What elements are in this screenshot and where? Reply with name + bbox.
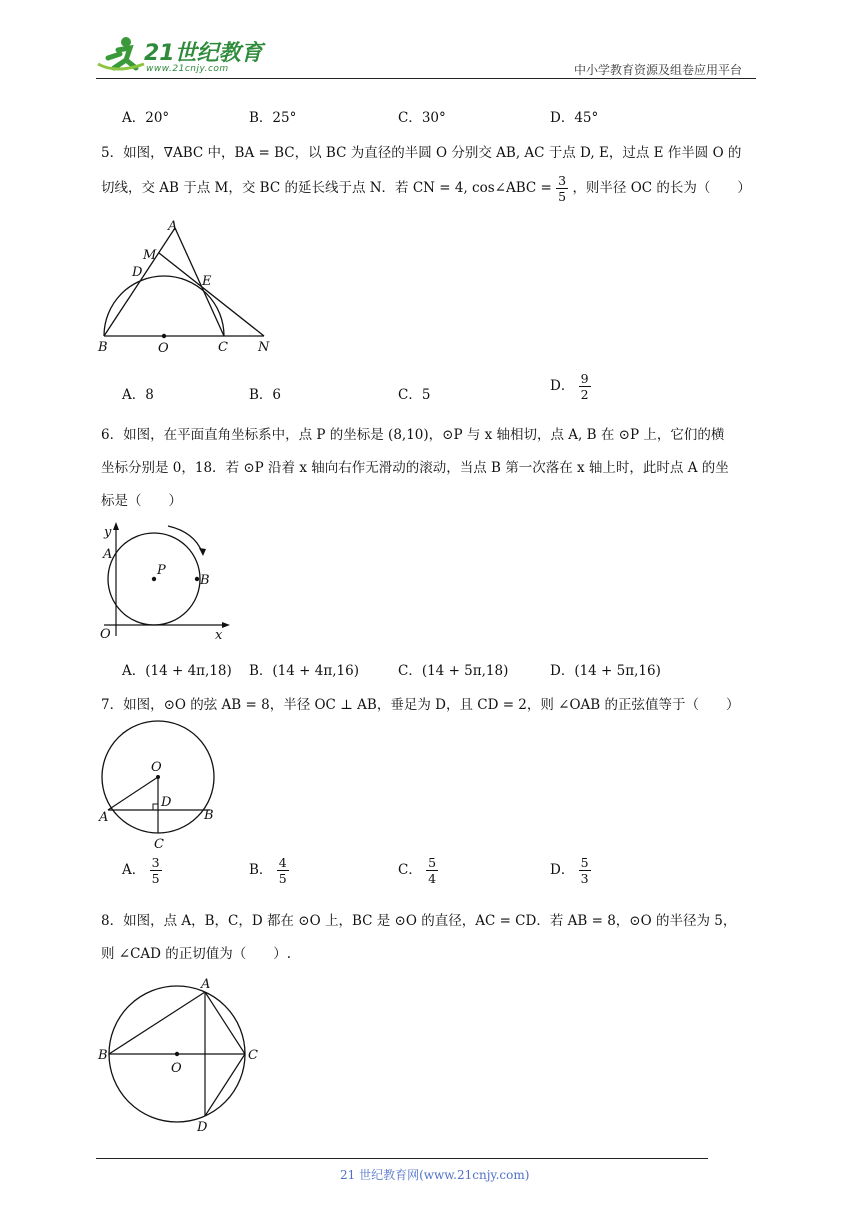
q5-line2-part-b: ，则半径 OC 的长为（ ）: [572, 180, 751, 197]
q6-label-P: P: [157, 563, 166, 578]
q6-label-A: A: [103, 547, 113, 562]
q8-question-line2: 则 ∠CAD 的正切值为（ ）.: [101, 946, 292, 962]
q5-label-O: O: [158, 341, 169, 356]
q6-option-b: B．(14 + 4π,16): [249, 663, 359, 679]
q5-option-c: C．5: [398, 387, 431, 403]
q8-label-A: A: [201, 977, 211, 992]
q6-question-line3: 标是（ ）: [101, 493, 182, 509]
q8-label-D: D: [197, 1120, 208, 1134]
q5-option-a: A．8: [122, 387, 154, 403]
q5-cos-denominator: 5: [558, 189, 567, 205]
q5-label-E: E: [202, 274, 212, 289]
q5-label-B: B: [98, 340, 108, 355]
footer-text: 21 世纪教育网(www.21cnjy.com): [340, 1168, 530, 1182]
q7-option-c-prefix: C．: [398, 862, 422, 879]
q5-cos-numerator: 3: [558, 173, 567, 188]
q7-option-a: [122, 856, 162, 885]
q5-option-d-denominator: 2: [580, 387, 589, 403]
q4-option-b: B．25°: [249, 110, 297, 126]
q5-question-line1: 5．如图，∇ABC 中，BA = BC，以 BC 为直径的半圆 O 分别交 AB, AC 于点 D, E，过点 E 作半圆 O 的: [101, 145, 742, 161]
q7-option-d-numerator: 5: [580, 855, 589, 870]
q5-option-b: B．6: [249, 387, 282, 403]
q7-option-b-fraction: [277, 856, 289, 885]
q8-label-C: C: [248, 1048, 258, 1063]
q7-option-c-numerator: 5: [428, 855, 437, 870]
q5-cos-fraction: [556, 174, 568, 203]
q7-figure: [96, 718, 226, 852]
q7-label-O: O: [151, 760, 162, 775]
q7-option-b-denominator: 5: [278, 871, 287, 887]
q6-figure: [96, 518, 236, 642]
q5-line2-part-a: 切线，交 AB 于点 M，交 BC 的延长线于点 N．若 CN = 4, cos∠ABC =: [101, 180, 552, 197]
q7-option-b: [249, 856, 289, 885]
q7-option-d-denominator: 3: [580, 871, 589, 887]
q7-question-line1: 7．如图，⊙O 的弦 AB = 8，半径 OC ⊥ AB，垂足为 D，且 CD = 2，则 ∠OAB 的正弦值等于（ ）: [101, 697, 740, 713]
q6-rotation-arrow: [168, 526, 202, 552]
footer-divider: [96, 1158, 708, 1159]
q5-figure: [96, 218, 276, 358]
header-divider: [96, 78, 756, 79]
q7-option-c: [398, 856, 438, 885]
q7-option-a-numerator: 3: [151, 855, 160, 870]
logo: [96, 34, 266, 78]
q6-label-B: B: [200, 573, 210, 588]
q7-label-A: A: [99, 810, 109, 825]
q7-option-d: [550, 856, 591, 885]
q5-label-D: D: [132, 265, 143, 280]
q6-option-d: D．(14 + 5π,16): [550, 663, 661, 679]
q7-label-B: B: [204, 808, 214, 823]
q7-option-c-denominator: 4: [428, 871, 437, 887]
header-right-text: 中小学教育资源及组卷应用平台: [574, 63, 743, 77]
q7-label-C: C: [154, 837, 164, 852]
q5-label-M: M: [143, 248, 157, 263]
q6-label-y: y: [104, 525, 112, 540]
q4-option-a: A．20°: [122, 110, 170, 126]
q5-option-d-numerator: 9: [580, 371, 589, 386]
q5-label-A: A: [168, 219, 178, 234]
q7-option-c-fraction: [426, 856, 438, 885]
q5-option-d-prefix: D．: [550, 378, 575, 395]
q6-option-c: C．(14 + 5π,18): [398, 663, 509, 679]
q7-option-b-numerator: 4: [278, 855, 287, 870]
q6-label-O: O: [100, 627, 111, 642]
q7-option-a-denominator: 5: [151, 871, 160, 887]
q7-option-a-fraction: [150, 856, 162, 885]
q5-label-C: C: [218, 340, 228, 355]
q5-question-line2: [101, 174, 751, 203]
q6-question-line2: 坐标分别是 0，18．若 ⊙P 沿着 x 轴向右作无滑动的滚动，当点 B 第一次落在 x 轴上时，此时点 A 的坐: [101, 460, 729, 476]
logo-title: 21世纪教育: [144, 41, 263, 66]
q4-option-c: C．30°: [398, 110, 446, 126]
q8-figure: [96, 974, 266, 1134]
q8-label-B: B: [98, 1048, 108, 1063]
q5-option-d: [550, 372, 591, 401]
q7-label-D: D: [161, 795, 172, 810]
q7-option-b-prefix: B．: [249, 862, 273, 879]
q6-question-line1: 6．如图，在平面直角坐标系中，点 P 的坐标是 (8,10)，⊙P 与 x 轴相切，点 A, B 在 ⊙P 上，它们的横: [101, 427, 725, 443]
logo-url: www.21cnjy.com: [146, 64, 229, 74]
q7-option-a-prefix: A．: [122, 862, 146, 879]
q6-option-a: A．(14 + 4π,18): [122, 663, 232, 679]
q5-option-d-fraction: [579, 372, 591, 401]
q8-question-line1: 8．如图，点 A，B，C，D 都在 ⊙O 上，BC 是 ⊙O 的直径，AC = CD．若 AB = 8，⊙O 的半径为 5，: [101, 913, 737, 929]
q4-option-d: D．45°: [550, 110, 599, 126]
q6-label-x: x: [215, 628, 223, 642]
q7-option-d-prefix: D．: [550, 862, 575, 879]
q5-label-N: N: [258, 340, 270, 355]
q8-label-O: O: [171, 1061, 182, 1076]
q7-option-d-fraction: [579, 856, 591, 885]
